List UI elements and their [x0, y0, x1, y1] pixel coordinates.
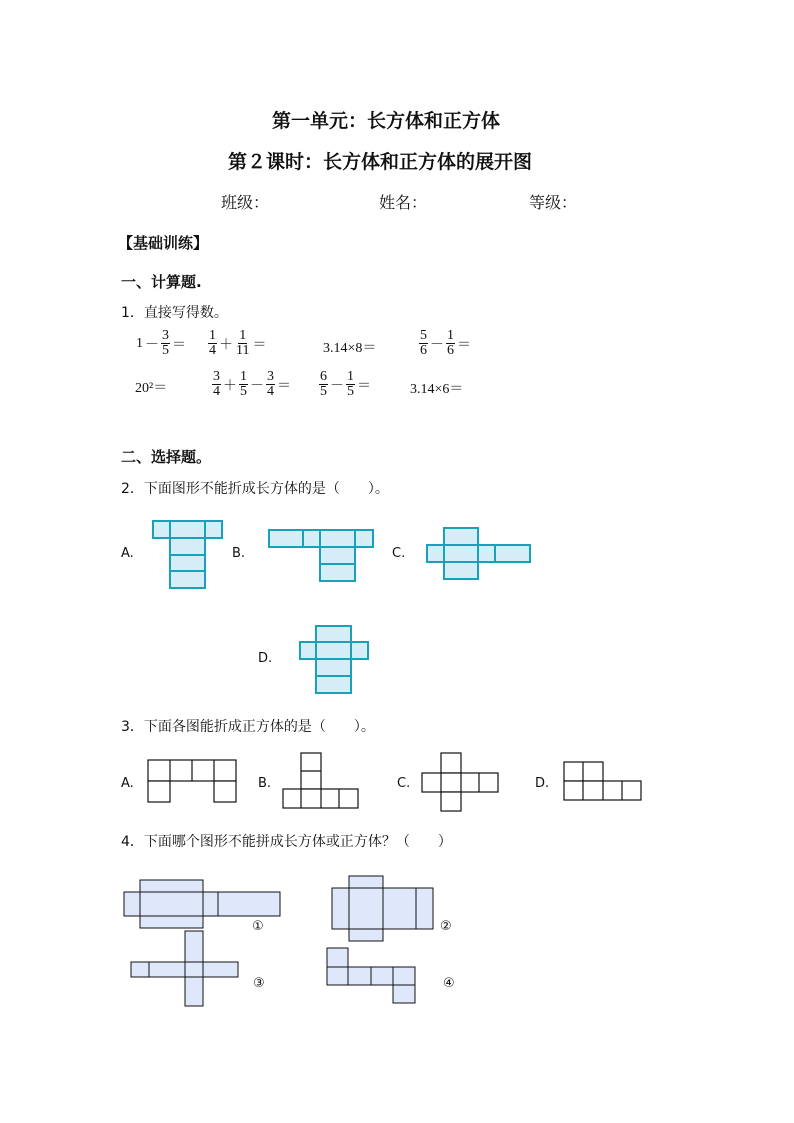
- denominator: 5: [320, 384, 327, 399]
- numerator: 1: [240, 369, 247, 384]
- q4-figure-2: [332, 876, 433, 941]
- q3-option-b: B.: [258, 776, 272, 791]
- question-1-text: 1．直接写得数。: [121, 305, 228, 321]
- q4-label-3: ③: [253, 976, 265, 991]
- calc-expr-r1-3: 3.14×8＝: [323, 341, 377, 356]
- page-subtitle: 第２课时：长方体和正方体的展开图: [228, 151, 533, 173]
- class-label: 班级：: [221, 193, 270, 212]
- denominator: 6: [420, 343, 427, 358]
- question-3-text: 3．下面各图能折成正方体的是（ ）。: [121, 719, 375, 735]
- denominator: 4: [267, 384, 274, 399]
- question-4-text: 4．下面哪个图形不能拼成长方体或正方体？（ ）: [121, 834, 452, 850]
- q3-net-a: [148, 760, 236, 802]
- section-2-heading: 二、选择题。: [121, 448, 212, 466]
- operator: －: [250, 378, 264, 394]
- numerator: 1: [239, 328, 247, 343]
- basic-training-label: 【基础训练】: [118, 234, 209, 252]
- q2-option-b: B.: [232, 546, 246, 561]
- operator: ＋: [223, 378, 237, 394]
- q4-figure-1: [124, 880, 280, 928]
- operator: －: [145, 337, 159, 353]
- denominator: 5: [162, 343, 169, 358]
- denominator: 5: [240, 384, 247, 399]
- q3-net-c: [422, 753, 498, 811]
- denominator: 5: [347, 384, 354, 399]
- denominator: 4: [209, 343, 216, 358]
- question-2-text: 2．下面图形不能折成长方体的是（ ）。: [121, 481, 389, 497]
- numerator: 5: [420, 328, 427, 343]
- q3-net-d: [564, 762, 641, 800]
- operator: －: [430, 337, 444, 353]
- q4-label-4: ④: [443, 976, 455, 991]
- page-title: 第一单元：长方体和正方体: [272, 110, 501, 132]
- numerator: 1: [447, 328, 454, 343]
- denominator: 11: [236, 343, 250, 358]
- denominator: 4: [213, 384, 220, 399]
- operator: －: [330, 378, 344, 394]
- numerator: 3: [162, 328, 169, 343]
- q2-option-d: D.: [258, 651, 273, 666]
- numerator: 1: [209, 328, 216, 343]
- q2-option-c: C.: [392, 546, 406, 561]
- calc-expr-r2-1: 20²＝: [135, 381, 168, 396]
- equals: ＝: [277, 378, 291, 394]
- denominator: 6: [447, 343, 454, 358]
- equals: ＝: [252, 337, 267, 353]
- q3-net-b: [283, 753, 358, 808]
- equals: ＝: [457, 337, 471, 353]
- q2-net-d: [300, 626, 368, 693]
- q3-option-a: A.: [121, 776, 134, 791]
- q2-net-a: [153, 521, 222, 588]
- numerator: 3: [213, 369, 220, 384]
- q4-figure-4: [327, 948, 415, 1003]
- numerator: 6: [320, 369, 327, 384]
- name-label: 姓名：: [379, 193, 428, 212]
- q4-figure-3: [131, 931, 238, 1006]
- calc-expr-r2-4: 3.14×6＝: [410, 382, 464, 397]
- q4-label-2: ②: [440, 919, 452, 934]
- q4-label-1: ①: [252, 919, 264, 934]
- grade-label: 等级：: [529, 193, 578, 212]
- term: 1: [136, 335, 143, 351]
- section-1-heading: 一、计算题.: [121, 273, 202, 291]
- equals: ＝: [172, 337, 186, 353]
- q2-net-c: [427, 528, 530, 579]
- q2-option-a: A.: [121, 546, 134, 561]
- numerator: 1: [347, 369, 354, 384]
- numerator: 3: [267, 369, 274, 384]
- q3-option-d: D.: [535, 776, 550, 791]
- q3-option-c: C.: [397, 776, 411, 791]
- q2-net-b: [269, 530, 373, 581]
- equals: ＝: [357, 378, 371, 394]
- operator: ＋: [219, 337, 233, 353]
